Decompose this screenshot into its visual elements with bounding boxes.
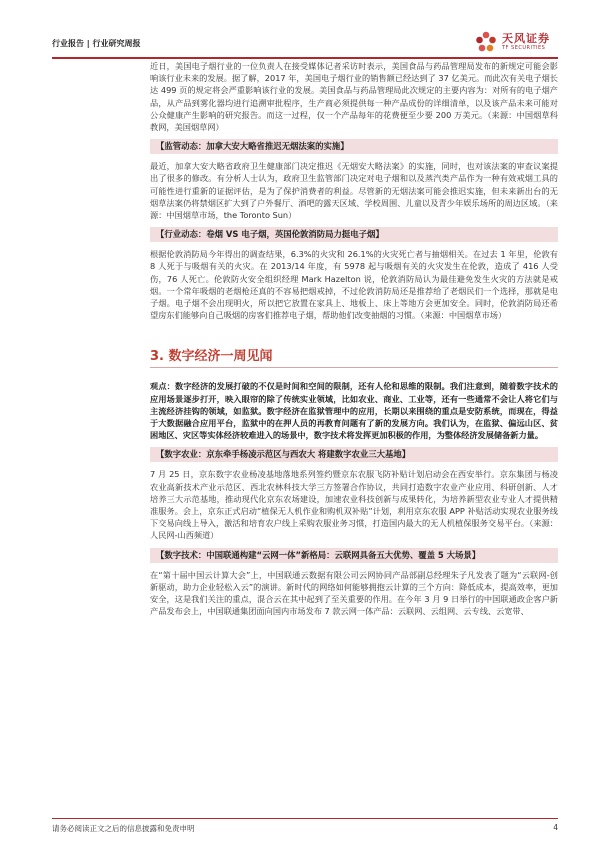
- paragraph-london-fire: 根据伦敦消防局今年得出的调查结果，6.3%的火灾和 26.1%的火灾死亡者与抽烟相关。在过去 1 年里，伦敦有 8 人死于与吸烟有关的火灾。在 2013/14 年度，有 5978 起与吸烟有关的火灾发生在伦敦，造成了 416 人受伤，76 人死亡。伦敦防火安全组织经理 Mark Hazelton 说，伦敦消防局认为最佳避免发生火灾的方法就是戒烟。一个常年吸烟的老烟枪还真的不容易把烟戒掉，不过伦敦消防局还是推荐给了老烟民们一个选择，那就是电子烟。电子烟不会出现明火，所以把它放置在家具上、地板上、床上等地方会更加安全。同时，伦敦消防局还希望房东们能够向自己吸烟的房客们推荐电子烟，帮助他们改变抽烟的习惯。（来源：中国烟草市场）: [150, 249, 558, 321]
- logo-chinese-text: 天风证券: [502, 32, 550, 45]
- paragraph-us-ecig: 近日，美国电子烟行业的一位负责人在接受媒体记者采访时表示，美国食品与药品管理局发布的新规定可能会影响该行业未来的发展。据了解，2017 年，美国电子烟行业的销售额已经达到了 37 亿美元。而此次有关电子烟长达 499 页的规定将会严重影响该行业的发展。美国食品与药品管理局此次规定的主要内容为：对所有的电子烟产品，从产品到雾化器均进行追溯审批程序，生产商必须提供每一种产品成份的详细清单，以及该产品未来可能对公众健康产生影响的研究报告。而这一过程，仅一个产品每年的花费便至少要 200 万美元。（来源：中国烟草科教网，美国烟草网）: [150, 61, 558, 133]
- section-title-digital-economy: 3. 数字经济一周见闻: [150, 345, 558, 368]
- footer-divider: [52, 818, 558, 819]
- viewpoint-paragraph: 观点：数字经济的发展打破的不仅是时间和空间的限制，还有人伦和思维的限制。我们注意到，随着数字技术的应用场景逐步打开，映入眼帘的除了传统实业领域，比如农业、商业、工业等，还有一些通常不会让人将它们与主流经济挂钩的领域，如监狱。数字经济在监狱管理中的应用，长期以来围绕的重点是安防系统，而现在，得益于大数据融合应用平台，监狱中的在押人员的再教育问题有了新的发展方向。我们认为，在监狱、偏远山区、贫困地区、灾区等实体经济较难进入的场景中，数字技术将发挥更加积极的作用，为整体经济发展储备新力量。: [150, 381, 558, 441]
- paragraph-digital-agriculture: 7 月 25 日，京东数字农业杨凌基地落地系列签约暨京东农服飞防补贴计划启动会在西安举行。京东集团与杨凌农业高新技术产业示范区、西北农林科技大学三方签署合作协议，共同打造数字农业产业应用、科研创新、人才培养三大示范基地，推动现代化京东农场建设，加速农业科技创新与成果转化，为培养新型农业专业人才提供精准服务。会上，京东正式启动“植保无人机作业和购机双补贴”计划，利用京东农服 APP 补贴活动实现农业服务线下交易向线上导入，激活和培育农户线上采购农服业务习惯，打造国内最大的无人机植保服务交易平台。（来源：人民网-山西频道）: [150, 469, 558, 541]
- main-content: [150, 60, 558, 618]
- subheading-digital-technology: 【数字技术：中国联通构建“云网一体”新格局：云联网具备五大优势、覆盖 5 大场景】: [150, 548, 558, 563]
- subheading-london-fire: 【行业动态：卷烟 VS 电子烟，英国伦敦消防局力挺电子烟】: [150, 227, 558, 242]
- report-category: 行业报告 | 行业研究周报: [52, 39, 141, 48]
- logo-flower-icon: [474, 30, 498, 54]
- subheading-digital-agriculture: 【数字农业：京东牵手杨凌示范区与西农大 将建数字农业三大基地】: [150, 447, 558, 462]
- page-header: [52, 28, 558, 58]
- company-logo: [474, 28, 558, 56]
- page-number: 4: [553, 823, 558, 832]
- subheading-canada-regulation: 【监管动态：加拿大安大略省推迟无烟法案的实施】: [150, 139, 558, 154]
- header-divider: [52, 57, 558, 59]
- paragraph-canada-regulation: 最近，加拿大安大略省政府卫生健康部门决定推迟《无烟安大略法案》的实施，同时，也对该法案的审查议案提出了很多的修改。有分析人士认为，政府卫生监管部门决定对电子烟和以及蒸汽类产品作为一种有效戒烟工具的可能性进行重新的证据评估，是为了保护消费者的利益。尽管新的无烟法案可能会推迟实施，但未来新出台的无烟草法案仍将禁烟区扩大到了户外餐厅、酒吧的露天区域、学校周围、儿童以及青少年娱乐场所的周边区域。（来源：中国烟草市场，the Toronto Sun）: [150, 161, 558, 221]
- footer-disclaimer: 请务必阅读正文之后的信息披露和免责申明: [52, 824, 195, 833]
- logo-english-text: TF SECURITIES: [502, 45, 546, 51]
- paragraph-digital-technology: 在“第十届中国云计算大会”上，中国联通云数据有限公司云网协同产品部副总经理朱子凡发表了题为“云联网-创新驱动，助力企业轻松入云”的演讲。新时代的网络如何能够拥抱云计算的三个方向：降低成本，提高效率，更加安全，这是我们关注的重点，混合云在其中起到了至关重要的作用。在今年 3 月 9 日举行的中国联通政企客户新产品发布会上，中国联通集团面向国内市场发布 7 款云网一体产品：云联网、云组网、云专线、云宽带、: [150, 569, 558, 617]
